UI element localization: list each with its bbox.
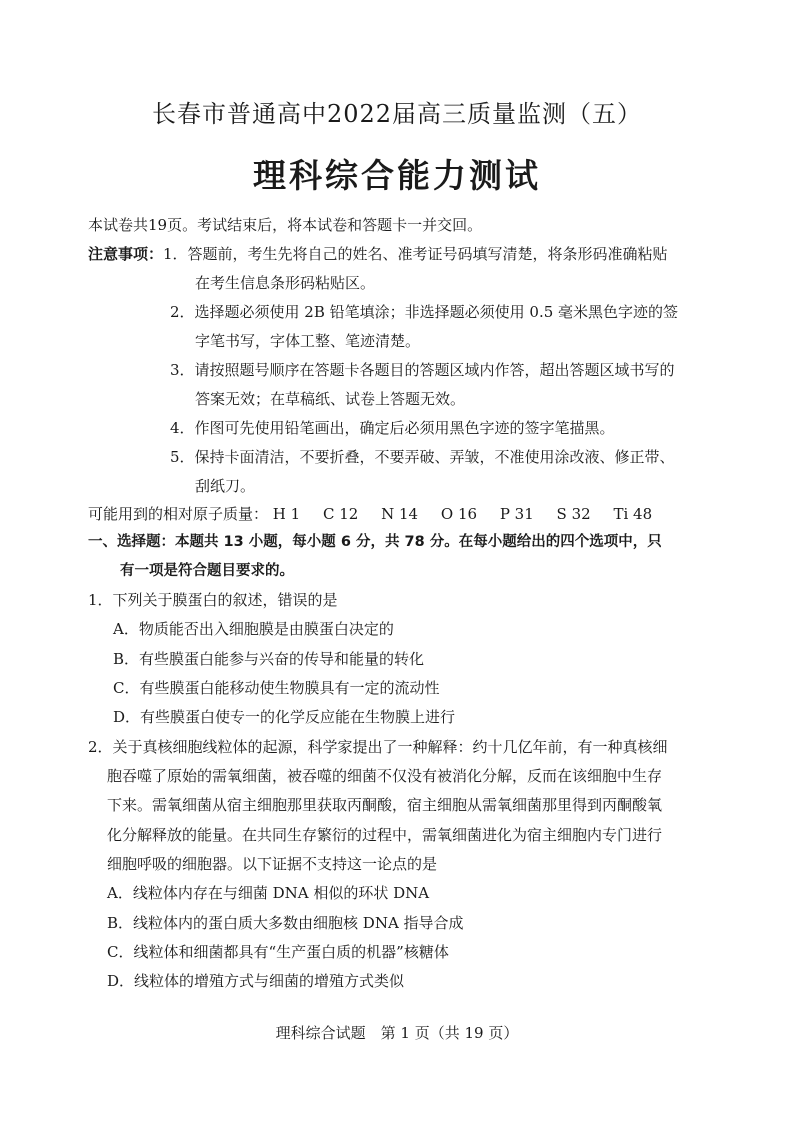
exam-title: 长春市普通高中2022届高三质量监测（五） [151, 100, 643, 128]
question-2-stem-line-4: 化分解释放的能量。在共同生存繁衍的过程中，需氧细菌进化为宿主细胞内专门进行 [107, 826, 663, 844]
atomic-mass-h: H 1 [272, 505, 301, 523]
notice-item-3-cont: 答案无效；在草稿纸、试卷上答题无效。 [195, 390, 466, 408]
question-2-stem: 2．关于真核细胞线粒体的起源，科学家提出了一种解释：约十几亿年前，有一种真核细 [88, 738, 668, 756]
intro-text: 本试卷共19页。考试结束后，将本试卷和答题卡一并交回。 [88, 216, 483, 234]
question-1-option-d: D．有些膜蛋白使专一的化学反应能在生物膜上进行 [113, 708, 456, 726]
question-1-option-c: C．有些膜蛋白能移动使生物膜具有一定的流动性 [113, 679, 440, 697]
notice-item-5-cont: 刮纸刀。 [195, 477, 256, 495]
notice-item-5: 5．保持卡面清洁，不要折叠，不要弄破、弄皱，不准使用涂改液、修正带、 [170, 448, 675, 466]
notice-item-1-cont: 在考生信息条形码粘贴区。 [195, 274, 376, 292]
question-2-stem-line-3: 下来。需氧细菌从宿主细胞那里获取丙酮酸，宿主细胞从需氧细菌那里得到丙酮酸氧 [107, 796, 663, 814]
notice-item-2-cont: 字笔书写，字体工整、笔迹清楚。 [195, 332, 421, 350]
atomic-mass-ti: Ti 48 [613, 505, 653, 523]
section-heading-cont: 有一项是符合题目要求的。 [120, 563, 294, 579]
page-footer: 理科综合试题 第 1 页（共 19 页） [275, 1024, 519, 1042]
atomic-mass-label: 可能用到的相对原子质量： [88, 505, 269, 523]
question-1-stem: 1．下列关于膜蛋白的叙述，错误的是 [88, 591, 338, 609]
exam-subtitle: 理科综合能力测试 [253, 156, 541, 195]
atomic-mass-o: O 16 [440, 505, 478, 523]
atomic-mass-p: P 31 [499, 505, 534, 523]
atomic-mass-c: C 12 [322, 505, 359, 523]
atomic-mass-line [88, 504, 670, 524]
notice-item-1: 1．答题前，考生先将自己的姓名、准考证号码填写清楚，将条形码准确粘贴 [163, 245, 668, 263]
question-2-stem-line-2: 胞吞噬了原始的需氧细菌，被吞噬的细菌不仅没有被消化分解，反而在该细胞中生存 [107, 767, 663, 785]
notice-item-2: 2．选择题必须使用 2B 铅笔填涂；非选择题必须使用 0.5 毫米黑色字迹的签 [170, 303, 679, 321]
section-heading: 一、选择题：本题共 13 小题，每小题 6 分，共 78 分。在每小题给出的四个选项中，只 [88, 534, 662, 550]
question-2-option-b: B．线粒体内的蛋白质大多数由细胞核 DNA 指导合成 [107, 914, 464, 932]
atomic-mass-s: S 32 [556, 505, 591, 523]
notice-item-3: 3．请按照题号顺序在答题卡各题目的答题区域内作答，超出答题区域书写的 [170, 361, 675, 379]
question-2-option-a: A．线粒体内存在与细菌 DNA 相似的环状 DNA [107, 884, 430, 902]
question-2-option-c: C．线粒体和细菌都具有“生产蛋白质的机器”核糖体 [107, 943, 449, 961]
question-2-option-d: D．线粒体的增殖方式与细菌的增殖方式类似 [107, 972, 405, 990]
question-2-stem-line-5: 细胞呼吸的细胞器。以下证据不支持这一论点的是 [107, 855, 438, 873]
notice-label: 注意事项： [88, 245, 164, 263]
notice-item-4: 4．作图可先使用铅笔画出，确定后必须用黑色字迹的签字笔描黑。 [170, 419, 615, 437]
atomic-mass-n: N 14 [381, 505, 419, 523]
question-1-option-b: B．有些膜蛋白能参与兴奋的传导和能量的转化 [113, 650, 425, 668]
question-1-option-a: A．物质能否出入细胞膜是由膜蛋白决定的 [113, 620, 394, 638]
